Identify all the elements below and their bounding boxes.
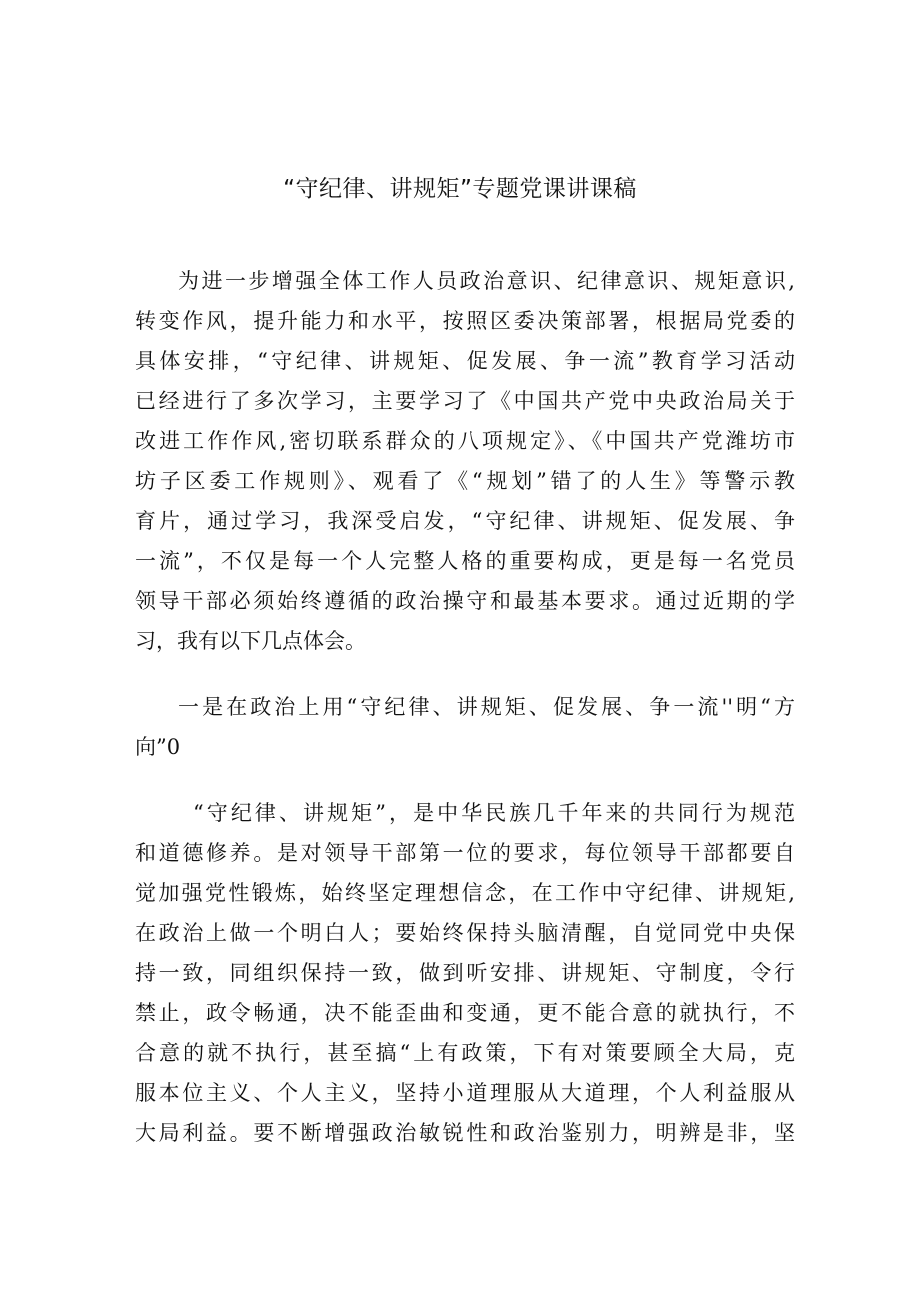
text-line: 习，我有以下几点体会。: [135, 629, 366, 653]
text-line: 合意的就不执行，甚至搞“上有政策，下有对策要顾全大局，克: [135, 1041, 795, 1065]
text-line: 育片，通过学习，我深受启发，“守纪律、讲规矩、促发展、争: [135, 509, 795, 533]
document-body: [135, 261, 795, 1153]
text-line: 领导干部必须始终遵循的政治操守和最基本要求。通过近期的学: [135, 589, 795, 613]
text-line: 一流”，不仅是每一个人完整人格的重要构成，更是每一名党员: [135, 549, 795, 573]
text-line: 服本位主义、个人主义，坚持小道理服从大道理，个人利益服从: [135, 1081, 795, 1105]
text-line: 为进一步增强全体工作人员政治意识、纪律意识、规矩意识,: [178, 269, 795, 293]
text-line: 持一致，同组织保持一致，做到听安排、讲规矩、守制度，令行: [135, 961, 795, 985]
document-title: “守纪律、讲规矩”专题党课讲课稿: [283, 176, 637, 202]
text-line: 大局利益。要不断增强政治敏锐性和政治鉴别力，明辨是非，坚: [135, 1121, 795, 1145]
text-line: 禁止，政令畅通，决不能歪曲和变通，更不能合意的就执行，不: [135, 1001, 795, 1025]
paragraph-heading-one: [135, 687, 795, 767]
text-line: 改进工作作风,密切联系群众的八项规定》、《中国共产党潍坊市: [135, 429, 795, 453]
text-line: 已经进行了多次学习，主要学习了《中国共产党中央政治局关于: [135, 389, 795, 413]
text-line: “守纪律、讲规矩”，是中华民族几千年来的共同行为规范: [193, 801, 795, 825]
paragraph-intro: [135, 261, 795, 661]
text-line: 向”0: [135, 735, 181, 759]
paragraph-discipline: [135, 793, 795, 1153]
text-line: 具体安排，“守纪律、讲规矩、促发展、争一流”教育学习活动: [135, 349, 795, 373]
text-line: 觉加强党性锻炼，始终坚定理想信念，在工作中守纪律、讲规矩,: [135, 881, 795, 905]
text-line: 一是在政治上用“守纪律、讲规矩、促发展、争一流''明“方: [178, 695, 795, 719]
text-line: 转变作风，提升能力和水平，按照区委决策部署，根据局党委的: [135, 309, 795, 333]
text-line: 坊子区委工作规则》、观看了《“规划”错了的人生》等警示教: [135, 469, 795, 493]
text-line: 和道德修养。是对领导干部第一位的要求，每位领导干部都要自: [135, 841, 795, 865]
text-line: 在政治上做一个明白人；要始终保持头脑清醒，自觉同党中央保: [135, 921, 795, 945]
